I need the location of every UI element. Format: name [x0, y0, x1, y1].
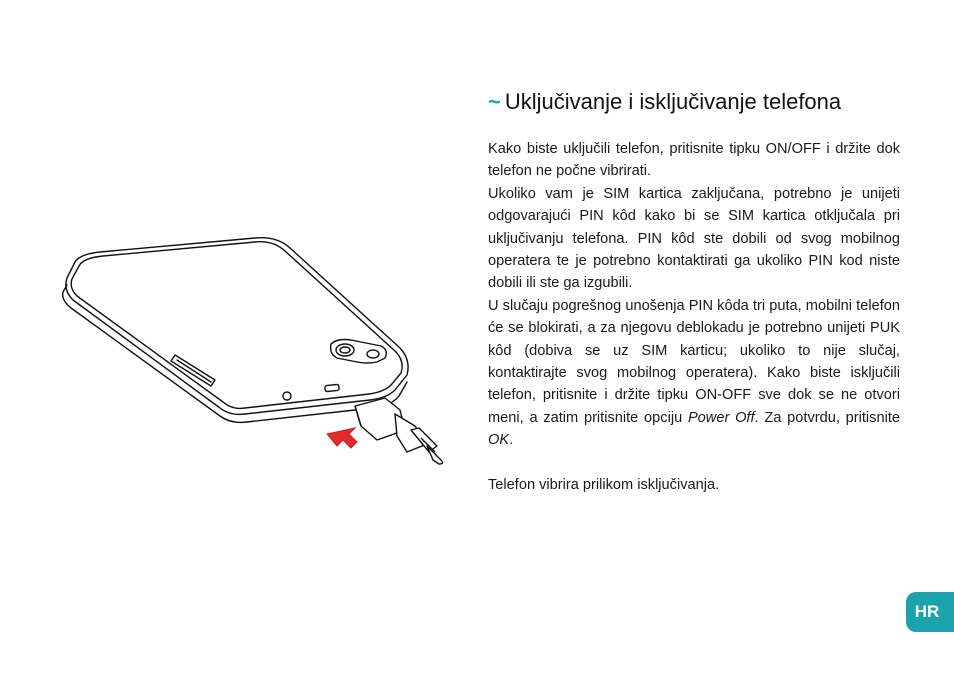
phone-charging-illustration: [55, 230, 450, 465]
paragraph-sim-pin: Ukoliko vam je SIM kartica zaključana, potrebno je unijeti odgovarajući PIN kôd kako bi se SIM kartica otključala pri uključivanju telefona. PIN kôd ste dobili od svog mobilnog operatera te je potrebno kontaktirati ga ukoliko PIN kod niste dobili ili ste ga izgubili.: [488, 185, 900, 292]
p3-mid: . Za potvrdu, pritisnite: [754, 409, 900, 426]
headphone-jack-icon: [283, 392, 291, 400]
p3-end: .: [509, 432, 514, 449]
section-title: [488, 88, 908, 116]
insert-arrow-icon: [327, 428, 357, 448]
p3-start: U slučaju pogrešnog unošenja PIN kôda tri puta, mobilni telefon će se blokirati, a za njegovu deblokadu je potrebno unijeti PUK kôd (dobiva se uz SIM karticu; ukoliko to nije slučaj, kontaktirajte svog mobilnog operatera). Kako biste isključili telefon, pritisnite i držite tipku ON-OFF sve dok se ne otvori meni, a zatim pritisnite opciju: [488, 297, 900, 426]
title-tilde: ~: [488, 89, 501, 114]
title-text: Uključivanje i isključivanje telefona: [504, 89, 842, 114]
paragraph-puk-power-off: [488, 295, 900, 452]
phone-body: [66, 238, 408, 415]
usb-port: [325, 384, 340, 391]
language-tab: HR: [906, 592, 954, 632]
instructions-body: [488, 138, 900, 496]
power-off-option: Power Off: [687, 409, 755, 426]
ok-option: OK: [488, 432, 510, 449]
charger-plug-icon: [355, 398, 443, 464]
paragraph-vibrate-off: Telefon vibrira prilikom isključivanja.: [488, 476, 720, 493]
camera-lens-icon: [336, 344, 354, 356]
paragraph-power-on: Kako biste uključili telefon, pritisnite tipku ON/OFF i držite dok telefon ne počne vibrirati.: [488, 141, 900, 180]
